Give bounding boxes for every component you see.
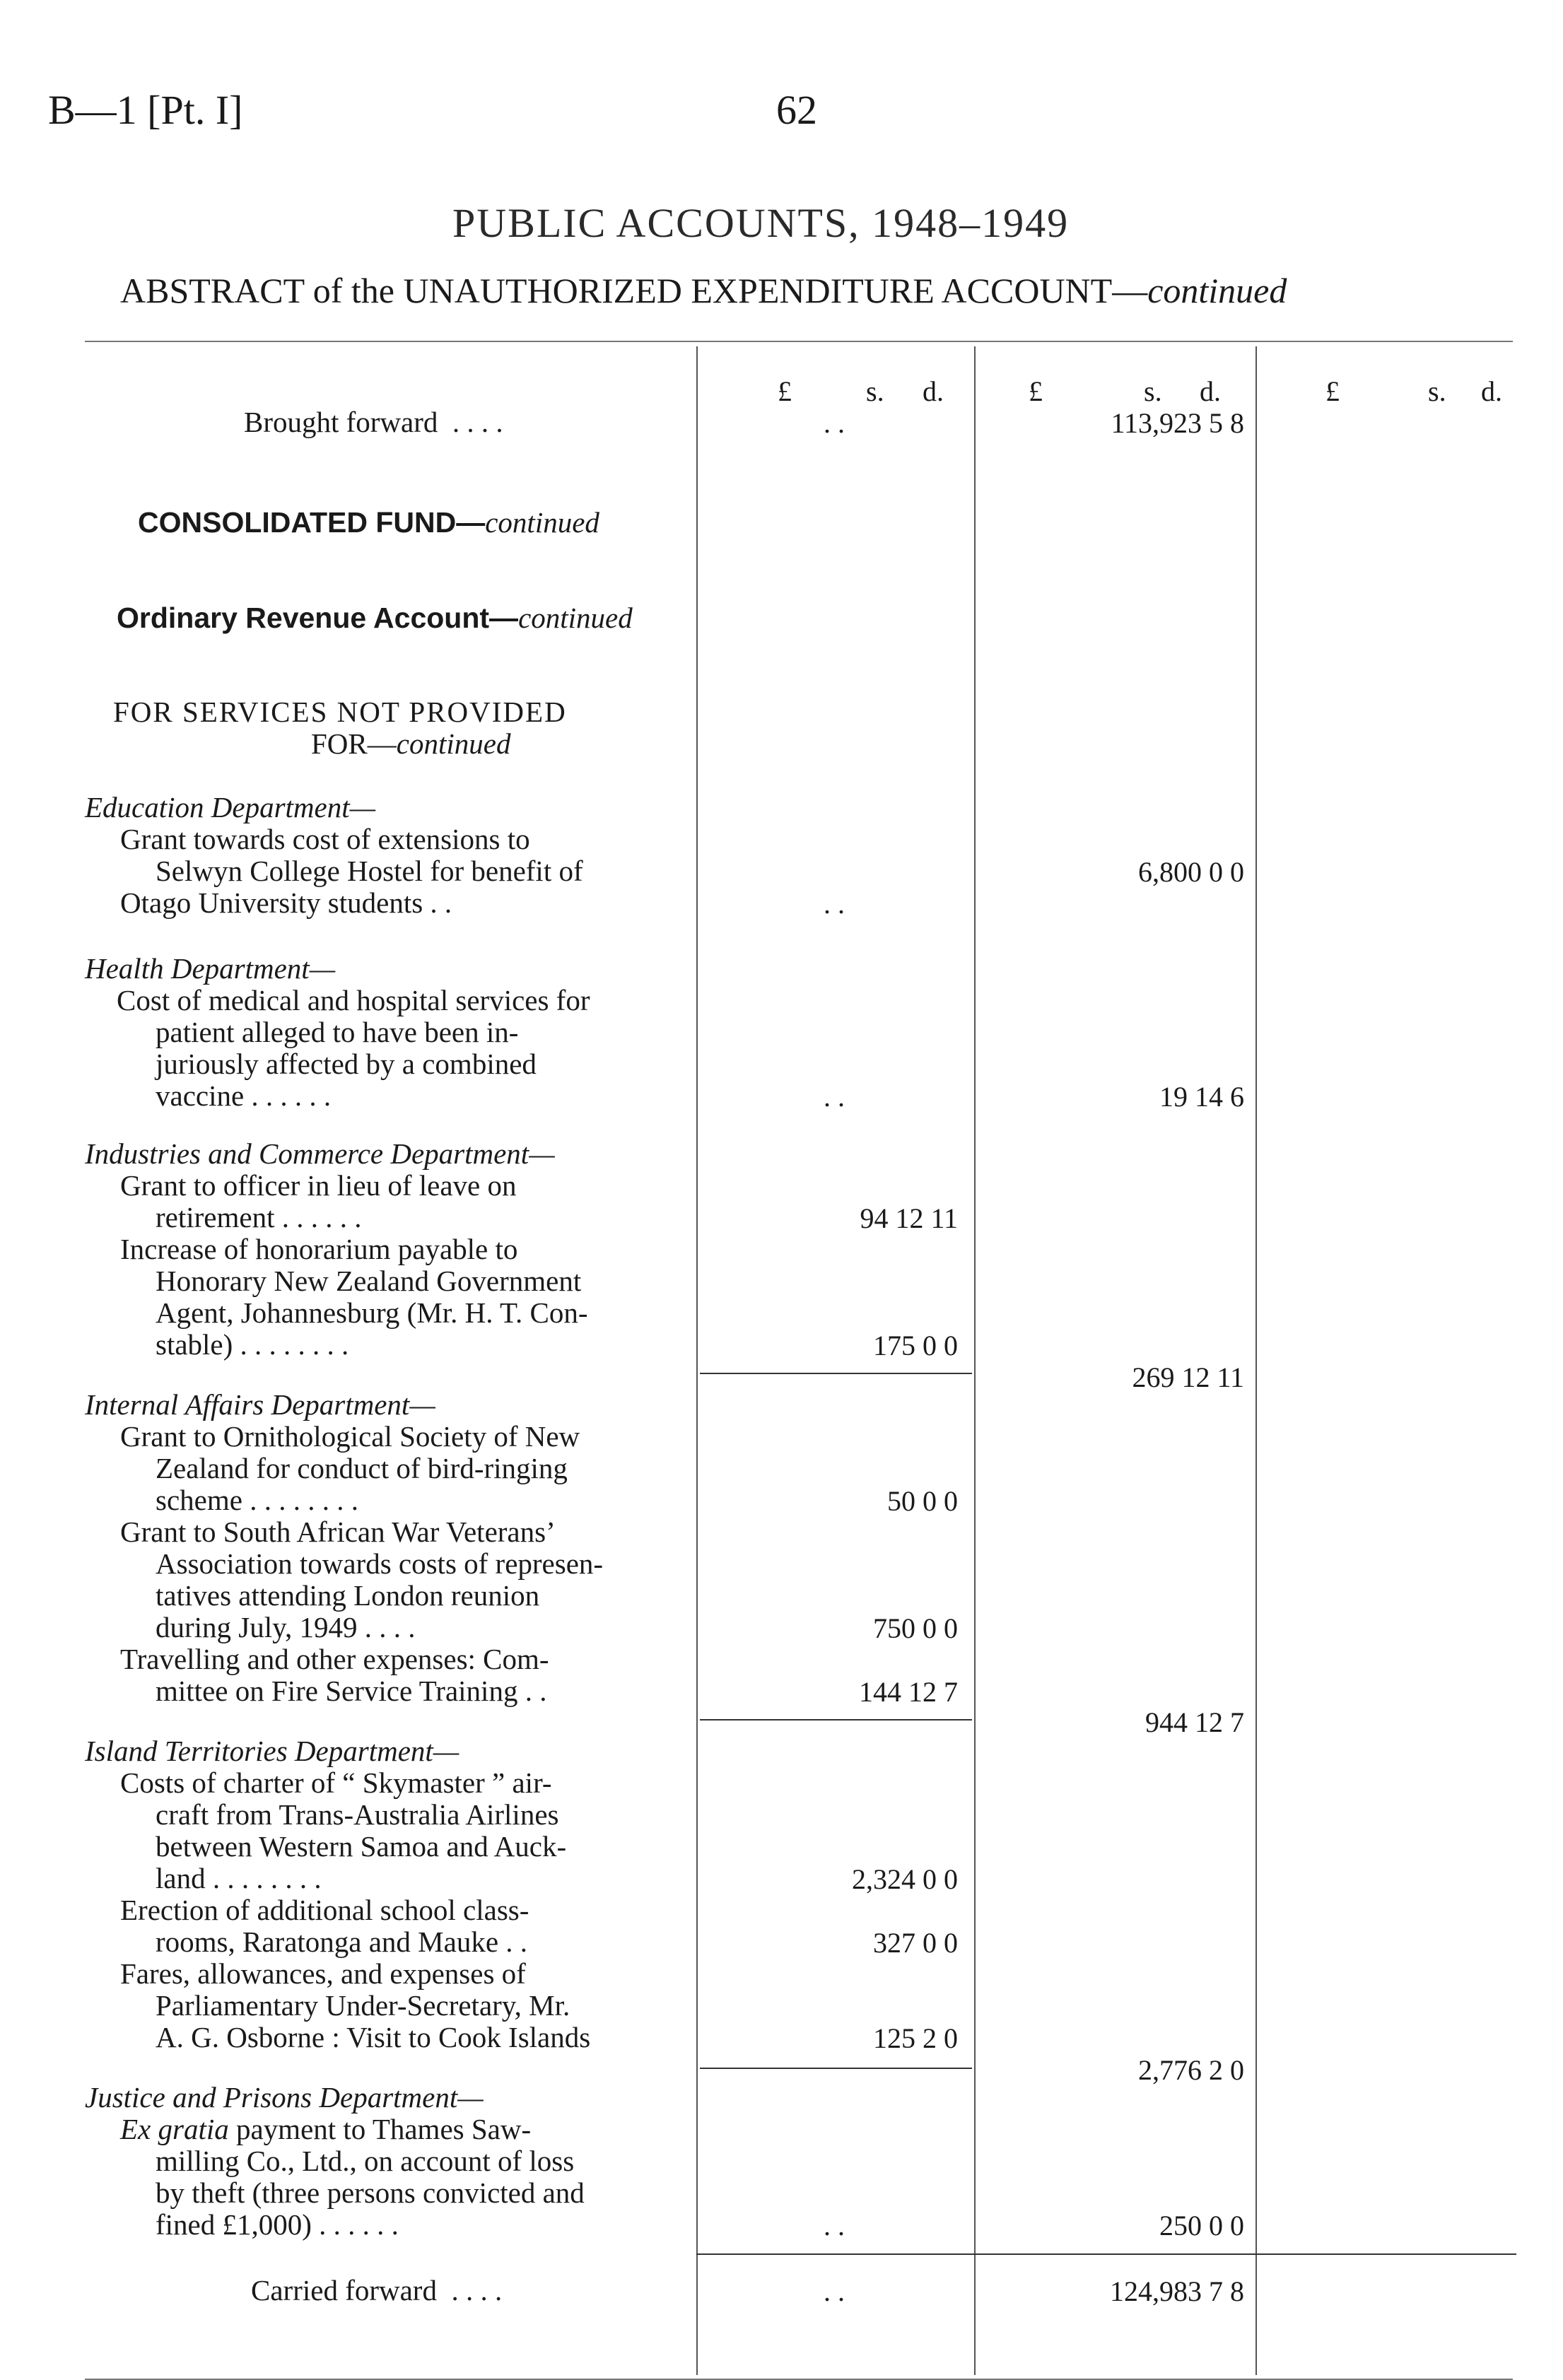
island-territories-item-2-amount: 327 0 0 (873, 1927, 958, 1959)
industries-item-1: Grant to officer in lieu of leave on retirement . . . . . . (120, 1169, 517, 1233)
industries-item-2: Increase of honorarium payable to Honorary New Zealand Government Agent, Johannesburg (Mr. H. T. Con- stable) . . . . . . . . (120, 1233, 588, 1361)
internal-affairs-item-1-amount: 50 0 0 (887, 1485, 958, 1517)
island-territories-subtotal-rule (700, 2068, 972, 2069)
internal-affairs-item-1: Grant to Ornithological Society of New Zealand for conduct of bird-ringing scheme . . . . . . . . (120, 1420, 580, 1516)
carried-forward-col1: . . (824, 2275, 845, 2307)
internal-affairs-heading: Internal Affairs Department— (85, 1388, 435, 1421)
carried-forward-label: Carried forward . . . . (251, 2274, 503, 2306)
health-col1: . . (824, 1081, 845, 1113)
industries-subtotal-rule (700, 1373, 972, 1374)
island-territories-total: 2,776 2 0 (1138, 2054, 1244, 2086)
island-territories-item-3-amount: 125 2 0 (873, 2022, 958, 2054)
col3-pence-header: d. (1481, 375, 1502, 407)
justice-col1: . . (824, 2210, 845, 2241)
internal-affairs-item-3-amount: 144 12 7 (859, 1676, 958, 1708)
col2-shilling-header: s. (1144, 375, 1162, 407)
industries-heading: Industries and Commerce Department— (85, 1137, 555, 1170)
health-description: Cost of medical and hospital services for patient alleged to have been in- juriously affected by a combined vaccine . . . . . . (117, 984, 590, 1112)
column-divider-2 (974, 346, 976, 2375)
col3-pound-header: £ (1325, 375, 1340, 407)
brought-forward-col2: 113,923 5 8 (1111, 407, 1244, 439)
table-top-rule (85, 341, 1513, 342)
col1-shilling-header: s. (866, 375, 884, 407)
education-description: Grant towards cost of extensions to Selwyn College Hostel for benefit of Otago University students . . (120, 823, 583, 919)
internal-affairs-total: 944 12 7 (1145, 1706, 1244, 1738)
island-territories-item-1-amount: 2,324 0 0 (852, 1863, 958, 1895)
col1-pence-header: d. (923, 375, 944, 407)
col3-shilling-header: s. (1428, 375, 1446, 407)
page-number: 62 (776, 87, 817, 133)
industries-total: 269 12 11 (1132, 1361, 1244, 1393)
industries-item-2-amount: 175 0 0 (873, 1330, 958, 1361)
col2-pence-header: d. (1200, 375, 1221, 407)
column-divider-3 (1255, 346, 1257, 2375)
carried-forward-col2: 124,983 7 8 (1110, 2275, 1244, 2307)
services-heading-line2: FOR—continued (311, 727, 511, 760)
internal-affairs-item-2: Grant to South African War Veterans’ Association towards costs of represen- tatives attending London reunion during July, 1949 . . . . (120, 1516, 604, 1643)
internal-affairs-item-3: Travelling and other expenses: Com- mittee on Fire Service Training . . (120, 1643, 549, 1707)
fund-heading: CONSOLIDATED FUND—continued (138, 506, 599, 539)
account-heading: Ordinary Revenue Account—continued (117, 602, 633, 634)
justice-col2: 250 0 0 (1159, 2210, 1244, 2241)
justice-heading: Justice and Prisons Department— (85, 2081, 484, 2114)
page-subtitle: ABSTRACT of the UNAUTHORIZED EXPENDITURE ACCOUNT—continued (120, 271, 1287, 310)
education-col2: 6,800 0 0 (1138, 856, 1244, 888)
carried-forward-rule (696, 2253, 1516, 2255)
brought-forward-col1: . . (824, 407, 845, 439)
island-territories-heading: Island Territories Department— (85, 1735, 459, 1767)
industries-item-1-amount: 94 12 11 (860, 1202, 958, 1234)
brought-forward-label: Brought forward . . . . (244, 406, 503, 438)
education-col1: . . (824, 888, 845, 920)
internal-affairs-item-2-amount: 750 0 0 (873, 1612, 958, 1644)
island-territories-item-3: Fares, allowances, and expenses of Parliamentary Under-Secretary, Mr. A. G. Osborne : Visit to Cook Islands (120, 1957, 591, 2053)
col2-pound-header: £ (1029, 375, 1043, 407)
page-reference: B—1 [Pt. I] (48, 87, 243, 133)
education-heading: Education Department— (85, 791, 376, 823)
island-territories-item-2: Erection of additional school class- rooms, Raratonga and Mauke . . (120, 1894, 529, 1958)
island-territories-item-1: Costs of charter of “ Skymaster ” air- craft from Trans-Australia Airlines between Western Samoa and Auck- land . . . . . . . . (120, 1766, 567, 1894)
page-title: PUBLIC ACCOUNTS, 1948–1949 (452, 200, 1070, 246)
health-col2: 19 14 6 (1159, 1081, 1244, 1113)
justice-description: Ex gratia payment to Thames Saw- milling Co., Ltd., on account of loss by theft (three persons convicted and fined £1,000) . . . . . . (120, 2113, 585, 2241)
col1-pound-header: £ (778, 375, 792, 407)
internal-affairs-subtotal-rule (700, 1719, 972, 1720)
services-heading-line1: FOR SERVICES NOT PROVIDED (113, 696, 567, 728)
health-heading: Health Department— (85, 952, 336, 985)
column-divider-1 (696, 346, 698, 2375)
